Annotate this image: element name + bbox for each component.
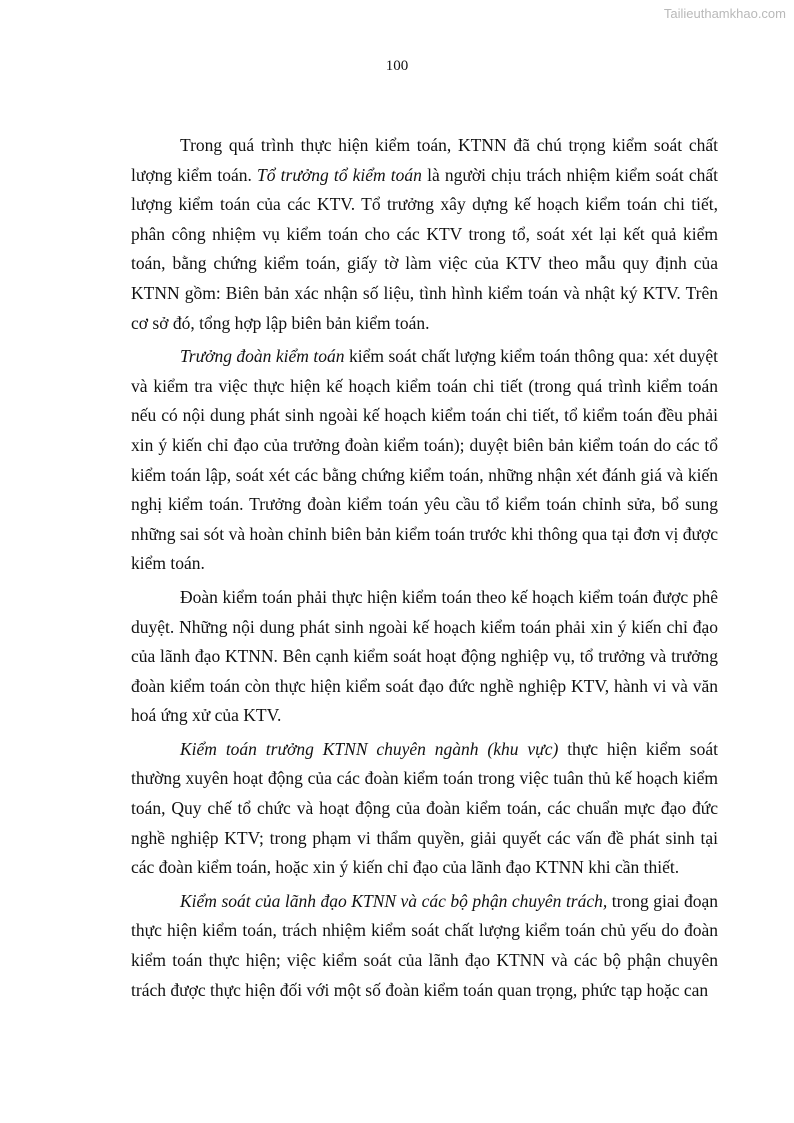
paragraph-head-of-audit-team (131, 342, 718, 579)
paragraph-ktnn-quality-control (131, 131, 718, 338)
emphasis-leadership-control: Kiểm soát của lãnh đạo KTNN và các bộ phận chuyên trách, (180, 890, 608, 911)
document-body (131, 131, 718, 1009)
page-number: 100 (385, 58, 409, 74)
paragraph-leadership-control (131, 887, 718, 1005)
emphasis-chief-auditor: Kiểm toán trưởng KTNN chuyên ngành (khu vực) (180, 738, 559, 759)
paragraph-audit-team-plan (131, 583, 718, 731)
paragraph-text: Đoàn kiểm toán phải thực hiện kiểm toán theo kế hoạch kiểm toán được phê duyệt. Những nội dung phát sinh ngoài kế hoạch kiểm toán phải xin ý kiến chỉ đạo của lãnh đạo KTNN. Bên cạnh kiểm soát hoạt động nghiệp vụ, tổ trưởng và trưởng đoàn kiểm toán còn thực hiện kiểm soát đạo đức nghề nghiệp KTV, hành vi và văn hoá ứng xử của KTV. (131, 586, 718, 726)
emphasis-team-leader: Tổ trưởng tổ kiểm toán (257, 164, 422, 185)
paragraph-text: Trong quá trình thực hiện kiểm toán, KTNN đã chú trọng kiểm soát chất lượng kiểm toán. (131, 135, 718, 185)
paragraph-chief-auditor (131, 735, 718, 883)
paragraph-text: kiểm soát chất lượng kiểm toán thông qua: xét duyệt và kiểm tra việc thực hiện kế hoạch kiểm toán chi tiết (trong quá trình kiểm toán nếu có nội dung phát sinh ngoài kế hoạch kiểm toán chi tiết, tổ kiểm toán đều phải xin ý kiến chỉ đạo của trưởng đoàn kiểm toán); duyệt biên bản kiểm toán do các tổ kiểm toán lập, soát xét các bằng chứng kiểm toán, những nhận xét đánh giá và kiến nghị kiểm toán. Trưởng đoàn kiểm toán yêu cầu tổ kiểm toán chỉnh sửa, bổ sung những sai sót và hoàn chỉnh biên bản kiểm toán trước khi thông qua tại đơn vị được kiểm toán. (131, 346, 718, 574)
emphasis-head-of-audit-team: Trưởng đoàn kiểm toán (180, 346, 345, 367)
paragraph-text: thực hiện kiểm soát thường xuyên hoạt động của các đoàn kiểm toán trong việc tuân thủ kế hoạch kiểm toán, Quy chế tổ chức và hoạt động của đoàn kiểm toán, các chuẩn mực đạo đức nghề nghiệp KTV; trong phạm vi thẩm quyền, giải quyết các vấn đề phát sinh tại các đoàn kiểm toán, hoặc xin ý kiến chỉ đạo của lãnh đạo KTNN khi cần thiết. (131, 738, 718, 878)
watermark-text: Tailieuthamkhao.com (663, 6, 786, 21)
paragraph-text: là người chịu trách nhiệm kiểm soát chất lượng kiểm toán của các KTV. Tổ trưởng xây dựng kế hoạch kiểm toán chi tiết, phân công nhiệm vụ kiểm toán cho các KTV trong tổ, soát xét lại kết quả kiểm toán, bằng chứng kiểm toán, giấy tờ làm việc của KTV theo mẫu quy định của KTNN gồm: Biên bản xác nhận số liệu, tình hình kiểm toán và nhật ký KTV. Trên cơ sở đó, tổng hợp lập biên bản kiểm toán. (131, 164, 718, 333)
paragraph-text: trong giai đoạn thực hiện kiểm toán, trách nhiệm kiểm soát chất lượng kiểm toán chủ yếu do đoàn kiểm toán thực hiện; việc kiểm soát của lãnh đạo KTNN và các bộ phận chuyên trách được thực hiện đối với một số đoàn kiểm toán quan trọng, phức tạp hoặc can (131, 890, 718, 1000)
